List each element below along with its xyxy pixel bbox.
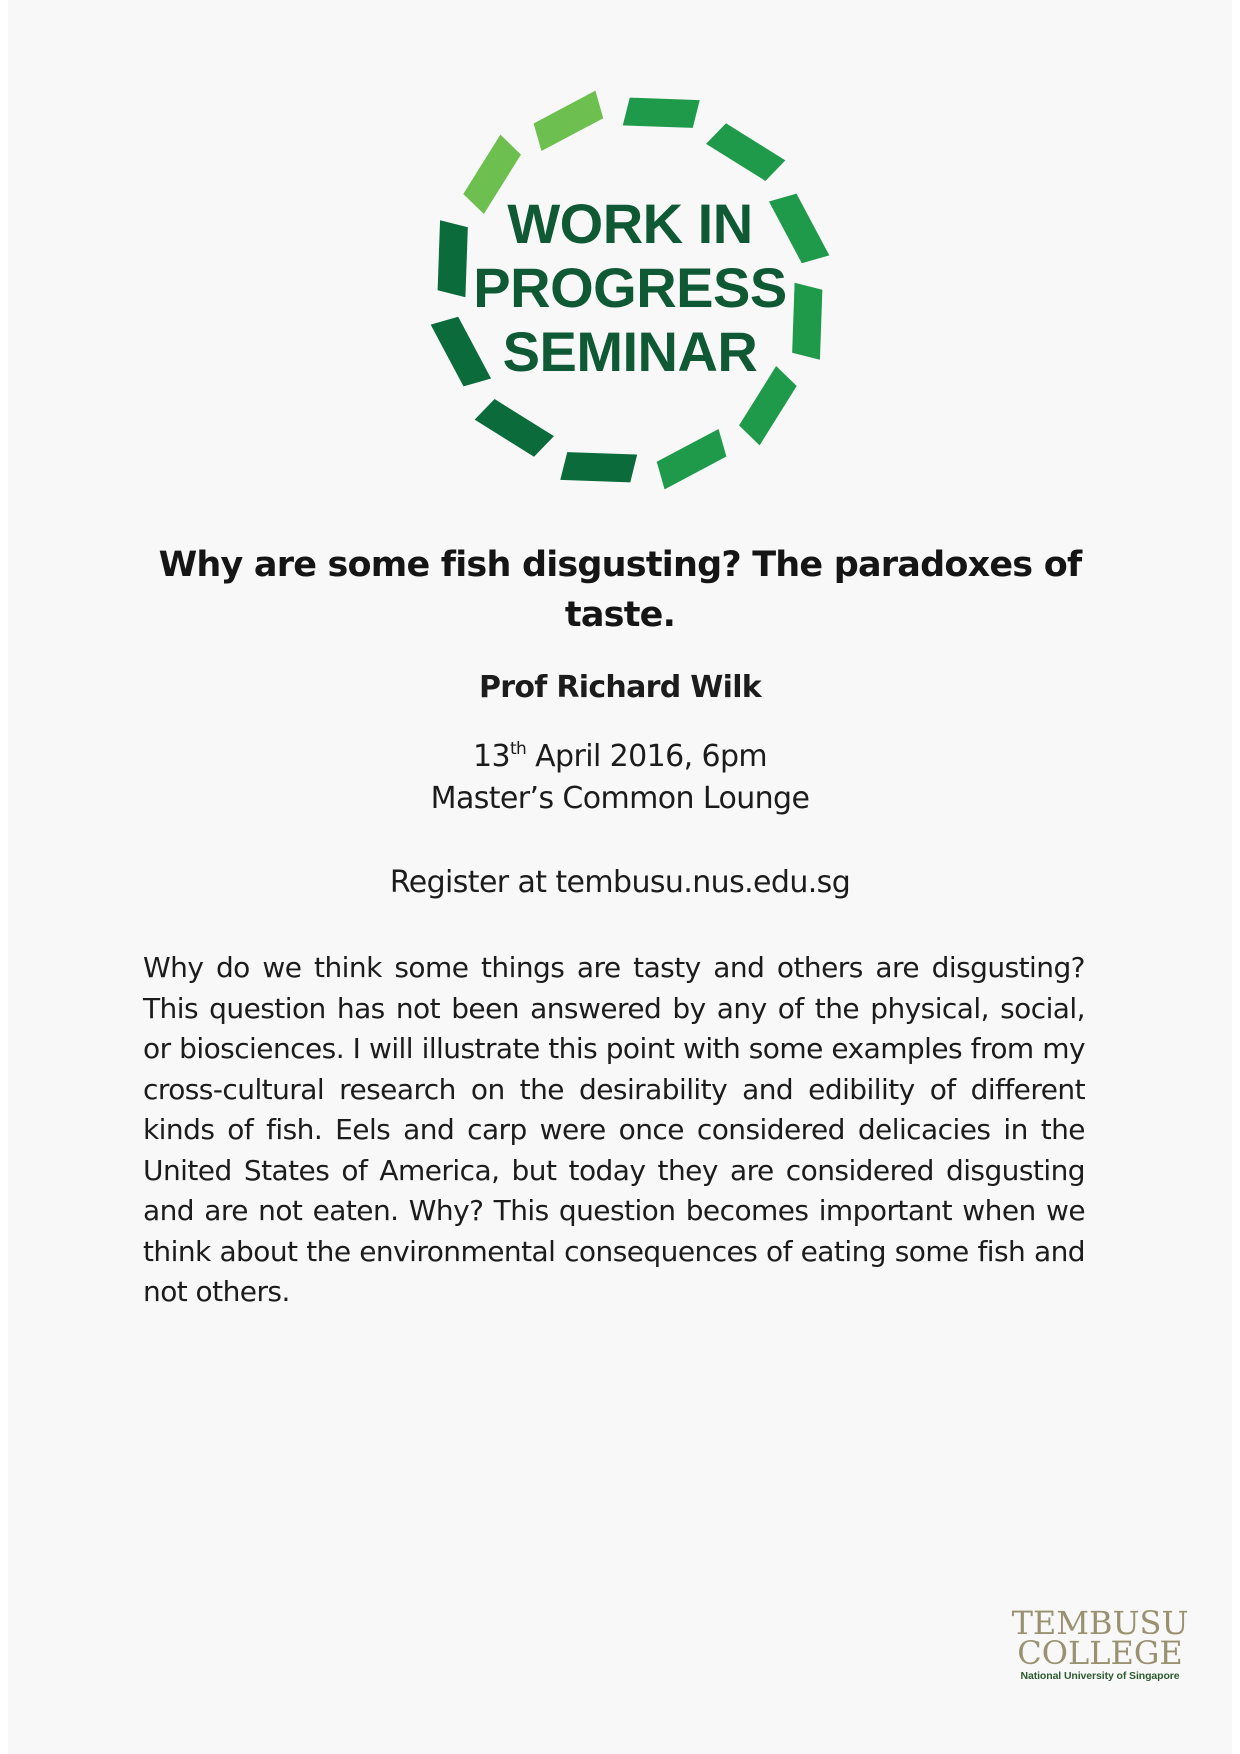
date-day: 13	[472, 739, 510, 774]
date-rest: April 2016, 6pm	[526, 739, 768, 774]
ring-segment	[623, 97, 700, 128]
logo-line-3: SEMINAR	[502, 320, 758, 383]
ring-segment	[528, 91, 608, 151]
registration-info: Register at tembusu.nus.edu.sg	[389, 865, 851, 900]
ring-segment	[560, 452, 637, 483]
logo-line-2: PROGRESS	[473, 256, 787, 319]
ring-segment	[651, 429, 731, 489]
seminar-logo-text	[400, 192, 860, 384]
logo-line-1: WORK IN	[507, 192, 753, 255]
ring-segment	[475, 396, 554, 460]
college-name-line-1: TEMBUSU	[1011, 1604, 1189, 1642]
event-date	[150, 736, 1090, 778]
college-name-line-2: COLLEGE	[1017, 1634, 1183, 1672]
date-suffix: th	[509, 739, 527, 759]
tembusu-college-logo	[1010, 1604, 1190, 1684]
ring-segment	[706, 120, 785, 184]
speaker-name: Prof Richard Wilk	[478, 670, 762, 705]
talk-abstract: Why do we think some things are tasty and others are disgusting? This question has not been answered by any of the physical, social, or biosciences. I will illustrate this point with some examples from my cross-cultural research on the desirability and edibility of different kinds of fish. Eels and carp were once considered delicacies in the United States of America, but today they are considered disgusting and are not eaten. Why? This question becomes important when we think about the environmental consequences of eating some fish and not others.	[143, 951, 1085, 1308]
event-venue: Master’s Common Lounge	[430, 781, 810, 816]
university-name: National University of Singapore	[1020, 1670, 1180, 1682]
talk-title: Why are some fish disgusting? The paradoxes of taste.	[158, 545, 1082, 635]
